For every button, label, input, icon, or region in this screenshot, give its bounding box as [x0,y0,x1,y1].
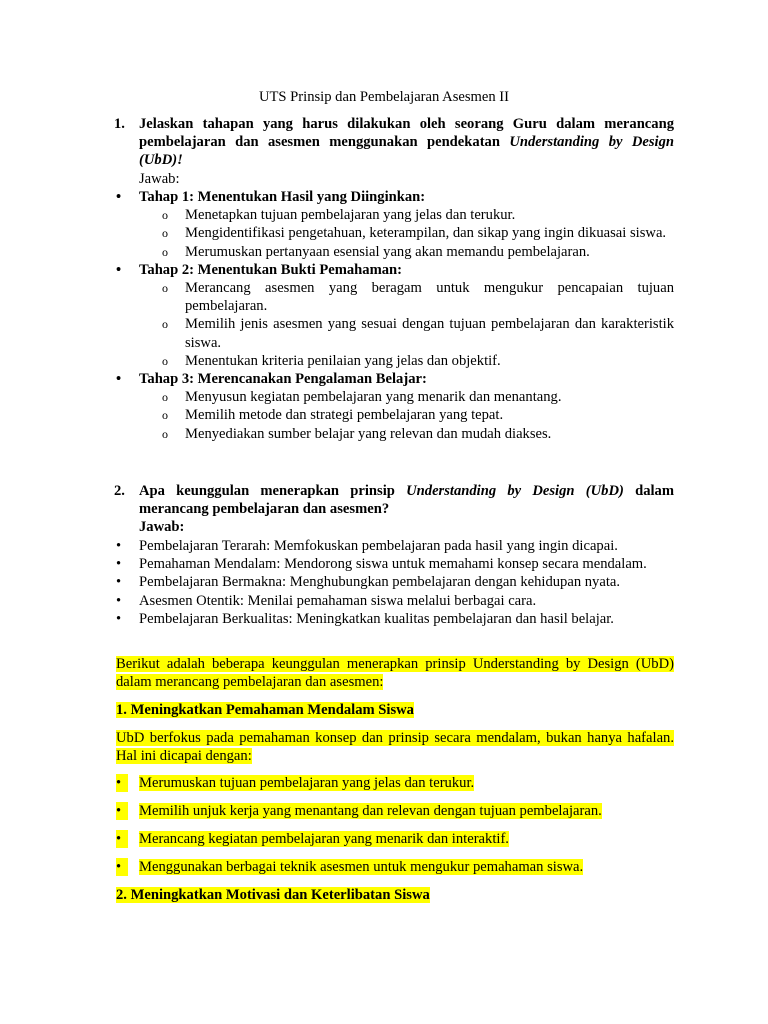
highlight-para-1 [116,729,674,765]
highlight-bullet-text: Memilih unjuk kerja yang menantang dan relevan dengan tujuan pembelajaran. [139,803,602,819]
stage-1-item: o Merumuskan pertanyaan esensial yang akan memandu pembelajaran. [162,243,590,260]
question-1-number: 1. [114,116,125,132]
highlight-bullet: • Menggunakan berbagai teknik asesmen untuk mengukur pemahaman siswa. [116,859,584,875]
stage-1-title: • Tahap 1: Menentukan Hasil yang Diinginkan: [116,189,426,205]
question-1 [116,115,674,188]
stage-3-item: o Menyusun kegiatan pembelajaran yang menarik dan menantang. [162,389,562,406]
highlight-bullet-text: Merumuskan tujuan pembelajaran yang jelas dan terukur. [139,775,475,791]
q1-stages [116,188,674,443]
question-1-text [139,115,674,170]
answer-item: • Asesmen Otentik: Menilai pemahaman siswa melalui berbagai cara. [116,592,537,609]
highlight-bullet: • Merancang kegiatan pembelajaran yang menarik dan interaktif. [116,831,509,847]
question-2 [116,482,674,537]
answer-item: • Pembelajaran Berkualitas: Meningkatkan kualitas pembelajaran dan hasil belajar. [116,610,614,627]
highlight-intro-text: Berikut adalah beberapa keunggulan menerapkan prinsip Understanding by Design (UbD) dalam merancang pembelajaran dan asesmen: [116,656,674,691]
question-2-number: 2. [114,483,125,499]
highlight-bullet: • Memilih unjuk kerja yang menantang dan relevan dengan tujuan pembelajaran. [116,803,602,819]
stage-3-item: o Menyediakan sumber belajar yang relevan dan mudah diakses. [162,425,552,442]
highlight-bullet: • Merumuskan tujuan pembelajaran yang jelas dan terukur. [116,775,475,791]
stage-2-item: o Merancang asesmen yang beragam untuk mengukur pencapaian tujuan pembelajaran. [162,280,674,315]
highlight-bullet-text: Menggunakan berbagai teknik asesmen untuk mengukur pemahaman siswa. [139,859,584,875]
highlight-heading-1 [116,701,674,719]
stage-2-item: o Menentukan kriteria penilaian yang jelas dan objektif. [162,352,501,369]
stage-1-item: o Mengidentifikasi pengetahuan, keterampilan, dan sikap yang ingin dikuasai siswa. [162,225,667,242]
highlight-heading-2 [116,886,674,904]
question-1-text-italic: Understanding by Design (UbD)! [139,134,674,169]
q2-answers [116,537,674,628]
stage-3-item: o Memilih metode dan strategi pembelajaran yang tepat. [162,407,504,424]
question-2-text: Apa keunggulan menerapkan prinsip Understanding by Design (UbD) dalam merancang pembelajaran dan asesmen? [139,483,675,518]
answer-item: • Pemahaman Mendalam: Mendorong siswa untuk memahami konsep secara mendalam. [116,556,647,573]
stage-2-item: o Memilih jenis asesmen yang sesuai dengan tujuan pembelajaran dan karakteristik siswa. [162,316,674,351]
answer-item: • Pembelajaran Bermakna: Menghubungkan pembelajaran dengan kehidupan nyata. [116,574,621,591]
highlight-intro [116,655,674,691]
document-title: UTS Prinsip dan Pembelajaran Asesmen II [258,89,510,105]
stage-1-item: o Menetapkan tujuan pembelajaran yang jelas dan terukur. [162,207,516,224]
heading-1-text: 1. Meningkatkan Pemahaman Mendalam Siswa [116,702,414,718]
para-1-text: UbD berfokus pada pemahaman konsep dan prinsip secara mendalam, bukan hanya hafalan. Hal ini dicapai dengan: [116,730,674,765]
question-2-jawab: Jawab: [139,519,185,536]
stage-2-title: • Tahap 2: Menentukan Bukti Pemahaman: [116,261,403,278]
answer-item: • Pembelajaran Terarah: Memfokuskan pembelajaran pada hasil yang ingin dicapai. [116,538,618,554]
question-1-text-main: Jelaskan tahapan yang harus dilakukan oleh seorang Guru dalam merancang pembelajaran dan asesmen menggunakan pendekatan [139,116,674,151]
question-1-jawab: Jawab: [139,170,180,187]
heading-2-text: 2. Meningkatkan Motivasi dan Keterlibatan Siswa [116,887,430,903]
highlight-bullet-text: Merancang kegiatan pembelajaran yang menarik dan interaktif. [139,831,509,847]
stage-3-title: • Tahap 3: Merencanakan Pengalaman Belajar: [116,371,427,388]
